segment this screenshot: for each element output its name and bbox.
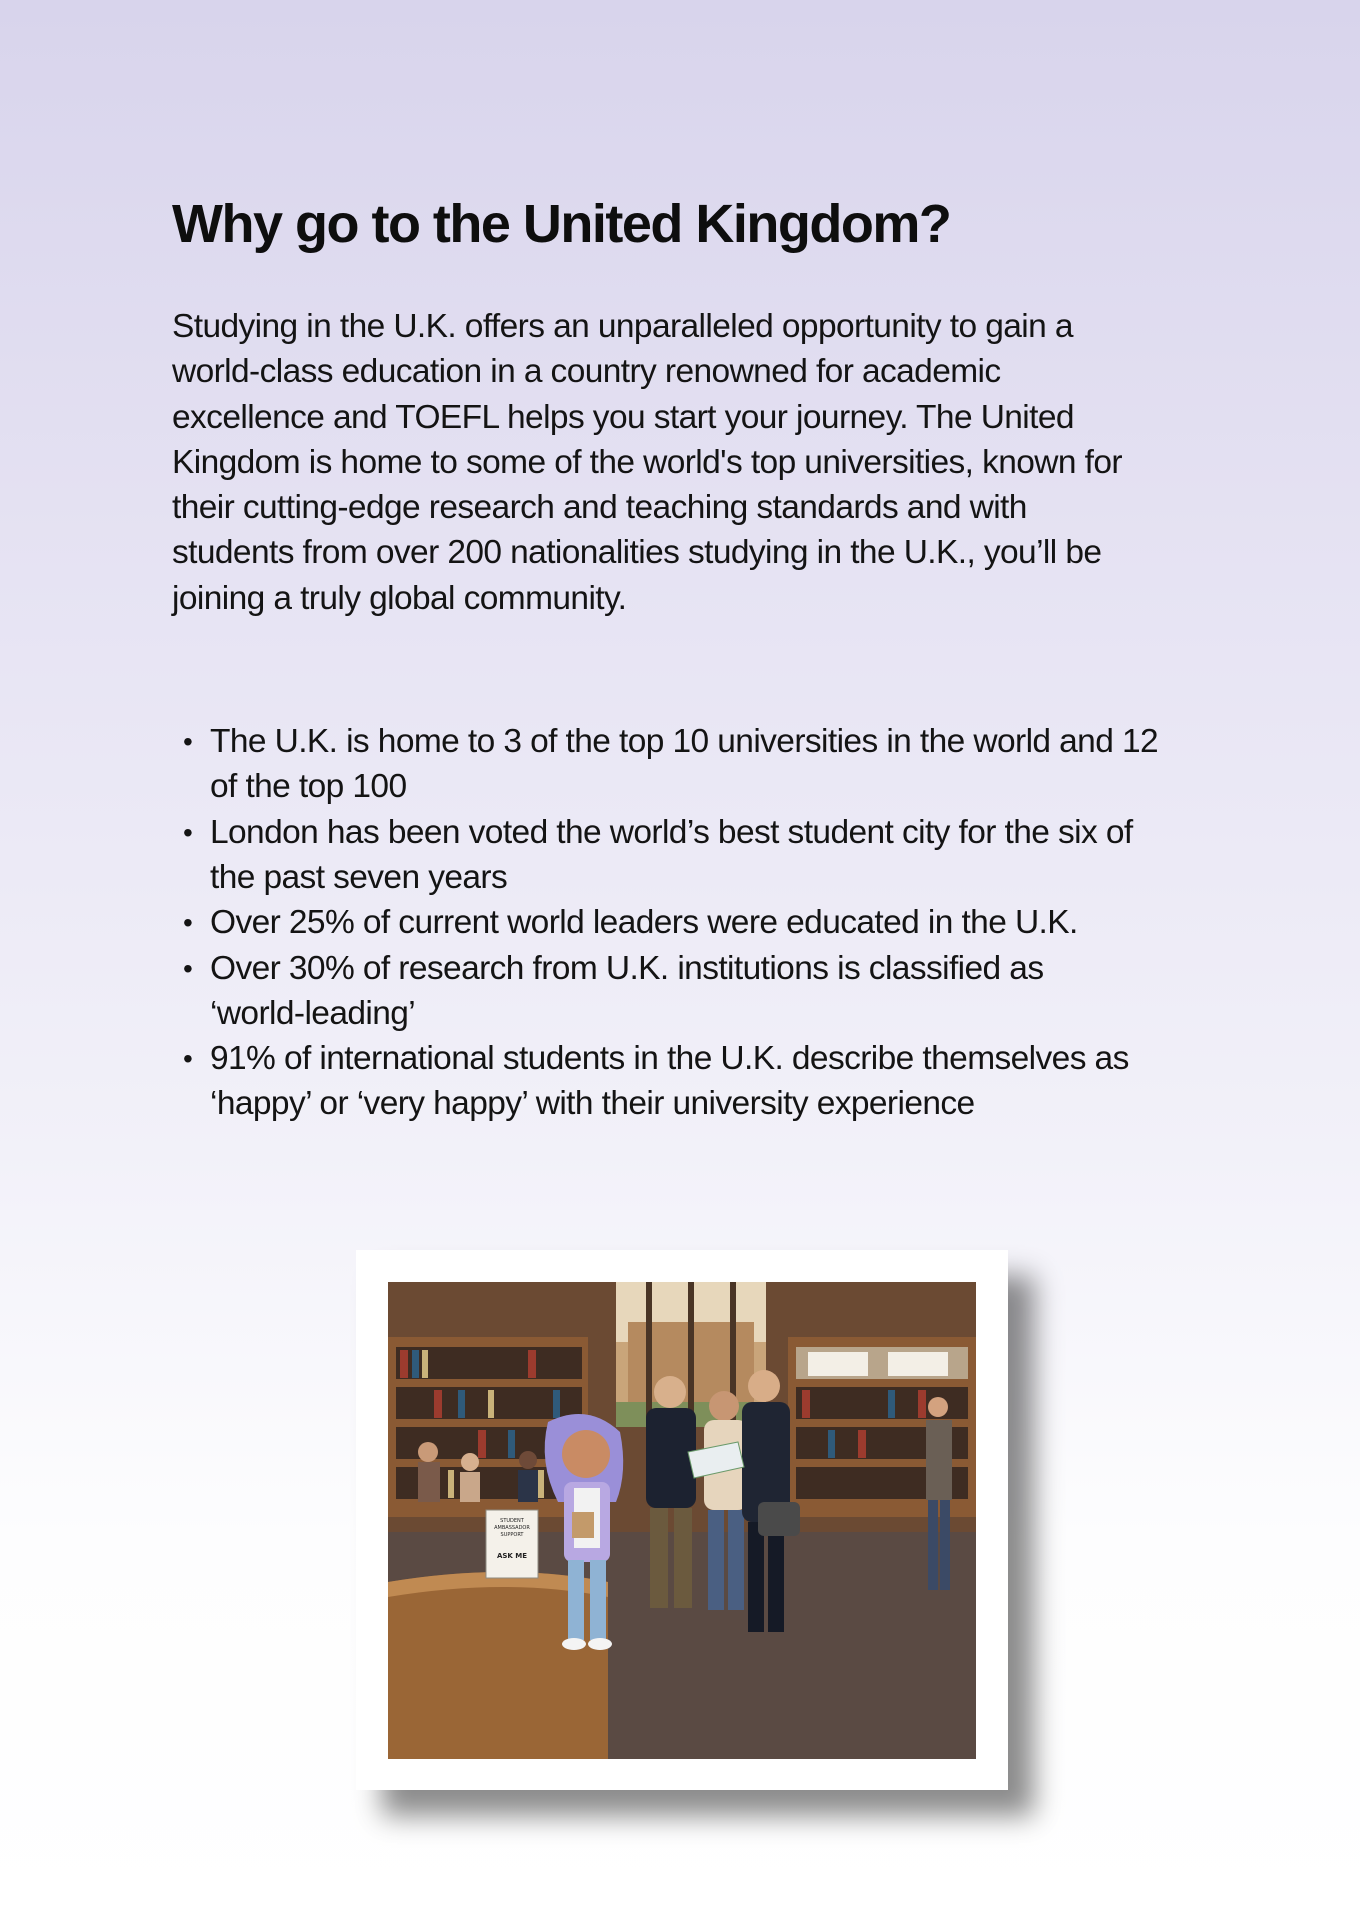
sign-line: STUDENT bbox=[500, 1518, 524, 1524]
fact-line: Over 25% of current world leaders were educated in the U.K. bbox=[210, 904, 1078, 942]
bullet-icon: • bbox=[183, 907, 193, 939]
fact-line: 91% of international students in the U.K. describe themselves as bbox=[210, 1040, 1129, 1078]
intro-paragraph bbox=[172, 304, 1212, 621]
fact-item bbox=[183, 810, 1240, 901]
intro-line: their cutting-edge research and teaching standards and with bbox=[172, 489, 1027, 527]
fact-line: Over 30% of research from U.K. institutions is classified as bbox=[210, 949, 1044, 987]
fact-line: London has been voted the world’s best student city for the six of bbox=[210, 813, 1133, 851]
fact-line: the past seven years bbox=[210, 858, 508, 896]
sign-line: AMBASSADOR bbox=[494, 1525, 530, 1531]
ambassador-sign bbox=[486, 1510, 538, 1578]
fact-item bbox=[183, 946, 1240, 1037]
page-title: Why go to the United Kingdom? bbox=[172, 194, 951, 254]
intro-line: joining a truly global community. bbox=[172, 579, 627, 617]
page-content bbox=[172, 190, 1232, 1127]
facts-list bbox=[172, 719, 1240, 1127]
sign-line: SUPPORT bbox=[500, 1532, 524, 1538]
fact-item bbox=[183, 1036, 1240, 1127]
fact-line: The U.K. is home to 3 of the top 10 universities in the world and 12 bbox=[210, 723, 1159, 761]
library-photo-frame bbox=[356, 1250, 1008, 1790]
fact-line: ‘happy’ or ‘very happy’ with their university experience bbox=[210, 1085, 975, 1123]
intro-line: excellence and TOEFL helps you start your journey. The United bbox=[172, 398, 1074, 436]
fact-item bbox=[183, 900, 1240, 945]
fact-line: ‘world-leading’ bbox=[210, 994, 416, 1032]
intro-line: students from over 200 nationalities studying in the U.K., you’ll be bbox=[172, 534, 1102, 572]
bullet-icon: • bbox=[183, 726, 193, 758]
bullet-icon: • bbox=[183, 1043, 193, 1075]
bullet-icon: • bbox=[183, 816, 193, 848]
bullet-icon: • bbox=[183, 952, 193, 984]
fact-item bbox=[183, 719, 1240, 810]
sign-line: ASK ME bbox=[496, 1552, 528, 1560]
intro-line: Kingdom is home to some of the world's top universities, known for bbox=[172, 443, 1122, 481]
library-illustration bbox=[388, 1282, 976, 1759]
intro-line: Studying in the U.K. offers an unparalleled opportunity to gain a bbox=[172, 308, 1073, 345]
fact-line: of the top 100 bbox=[210, 768, 407, 806]
intro-line: world-class education in a country renowned for academic bbox=[172, 353, 1001, 391]
